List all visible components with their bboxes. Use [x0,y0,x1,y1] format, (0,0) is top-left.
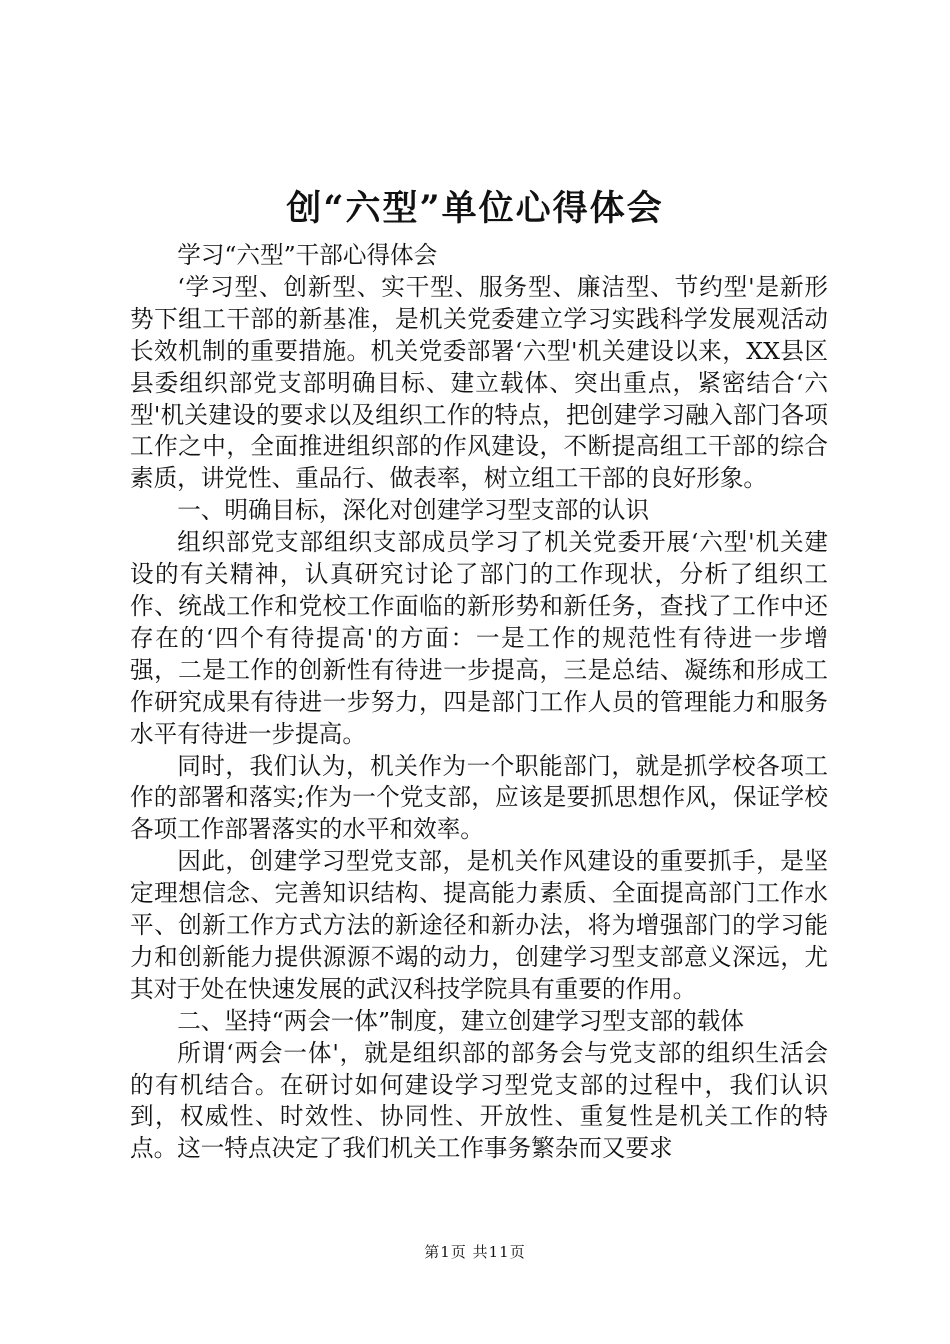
paragraph: 同时，我们认为，机关作为一个职能部门，就是抓学校各项工作的部署和落实;作为一个党支部，应该是要抓思想作风，保证学校各项工作部署落实的水平和效率。 [130,751,828,844]
document-title: 创“六型”单位心得体会 [286,188,664,229]
paragraph: ‘学习型、创新型、实干型、服务型、廉洁型、节约型'是新形势下组工干部的新基准，是机关党委建立学习实践科学发展观活动长效机制的重要措施。机关党委部署‘六型'机关建设以来，XX县区县委组织部党支部明确目标、建立载体、突出重点，紧密结合‘六型'机关建设的要求以及组织工作的特点，把创建学习融入部门各项工作之中，全面推进组织部的作风建设，不断提高组工干部的综合素质，讲党性、重品行、做表率，树立组工干部的良好形象。 [130,272,828,493]
section-heading: 一、明确目标，深化对创建学习型支部的认识 [177,496,650,525]
paragraph: 组织部党支部组织支部成员学习了机关党委开展‘六型'机关建设的有关精神，认真研究讨论了部门的工作现状，分析了组织工作、统战工作和党校工作面临的新形势和新任务，查找了工作中还存在的‘四个有待提高'的方面：一是工作的规范性有待进一步增强，二是工作的创新性有待进一步提高，三是总结、凝练和形成工作研究成果有待进一步努力，四是部门工作人员的管理能力和服务水平有待进一步提高。 [130,528,828,748]
paragraph: 因此，创建学习型党支部，是机关作风建设的重要抓手，是坚定理想信念、完善知识结构、提高能力素质、全面提高部门工作水平、创新工作方式方法的新途径和新办法，将为增强部门的学习能力和创新能力提供源源不竭的动力，创建学习型支部意义深远，尤其对于处在快速发展的武汉科技学院具有重要的作用。 [130,847,828,1003]
page-number-footer: 第1页 共11页 [424,1243,526,1261]
paragraph-subtitle: 学习“六型”干部心得体会 [177,241,438,269]
section-heading: 二、坚持“两会一体”制度，建立创建学习型支部的载体 [177,1006,744,1035]
paragraph: 所谓‘两会一体'，就是组织部的部务会与党支部的组织生活会的有机结合。在研讨如何建设学习型党支部的过程中，我们认识到，权威性、时效性、协同性、开放性、重复性是机关工作的特点。这一特点决定了我们机关工作事务繁杂而又要求 [130,1038,828,1163]
document-body [130,240,828,1165]
